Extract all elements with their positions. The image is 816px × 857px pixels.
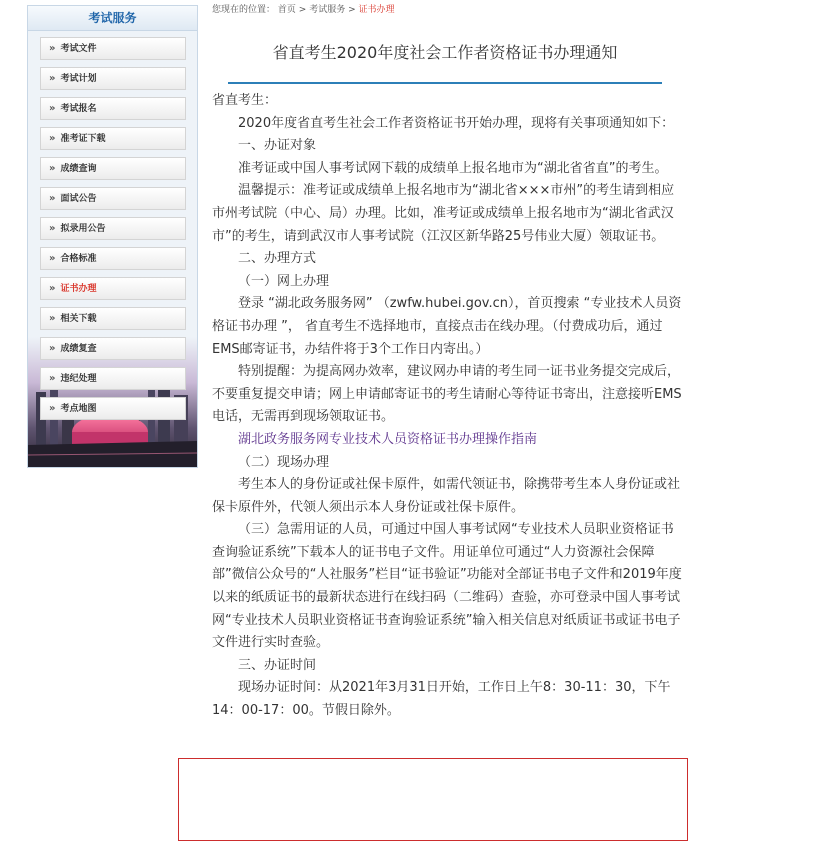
- sidebar-item[interactable]: [40, 367, 186, 390]
- double-chevron-right-icon: »: [49, 163, 56, 174]
- paragraph: （三）急需用证的人员，可通过中国人事考试网“专业技术人员职业资格证书查询验证系统”下载本人的证书电子文件。用证单位可通过“人力资源社会保障部”微信公众号的“人社服务”栏目“证书验证”功能对全部证书电子文件和2019年度以来的纸质证书的最新状态进行在线扫码（二维码）查验，亦可登录中国人事考试网“专业技术人员职业资格证书查询验证系统”输入相关信息对纸质证书或证书电子文件进行实时查验。: [212, 522, 682, 651]
- double-chevron-right-icon: »: [49, 193, 56, 204]
- sidebar-item[interactable]: [40, 247, 186, 270]
- sidebar-item-label: 考试计划: [60, 74, 97, 84]
- double-chevron-right-icon: »: [49, 403, 56, 414]
- sidebar-item[interactable]: [40, 37, 186, 60]
- breadcrumb-current: 证书办理: [358, 5, 395, 15]
- double-chevron-right-icon: »: [49, 343, 56, 354]
- double-chevron-right-icon: »: [49, 133, 56, 144]
- sidebar-item-label: 拟录用公告: [60, 224, 106, 234]
- highlight-box: [178, 758, 688, 841]
- sidebar-item[interactable]: [40, 187, 186, 210]
- paragraph: 登录 “湖北政务服务网” （zwfw.hubei.gov.cn），首页搜索 “专业技术人员资格证书办理 ”， 省直考生不选择地市，直接点击在线办理。（付费成功后，通过EMS邮寄证书，办结件将于3个工作日内寄出。）: [212, 296, 682, 357]
- intro-paragraph: 2020年度省直考生社会工作者资格证书开始办理，现将有关事项通知如下：: [238, 115, 675, 131]
- sidebar-item[interactable]: [40, 307, 186, 330]
- sidebar-item-label: 证书办理: [60, 284, 97, 294]
- section-heading: 一、办证对象: [238, 138, 317, 154]
- sidebar-item-label: 考试文件: [60, 44, 97, 54]
- breadcrumb-home[interactable]: 首页: [277, 5, 296, 15]
- paragraph: 现场办证时间：从2021年3月31日开始，工作日上午8：30-11：30，下午14：00-17：00。节假日除外。: [212, 680, 671, 719]
- paragraph: 温馨提示：准考证或成绩单上报名地市为“湖北省×××市州”的考生请到相应市州考试院（中心、局）办理。比如，准考证或成绩单上报名地市为“湖北省武汉市”的考生，请到武汉市人事考试院（江汉区新华路25号伟业大厦）领取证书。: [212, 183, 675, 244]
- sidebar-item-label: 面试公告: [60, 194, 97, 204]
- breadcrumb: [212, 2, 395, 15]
- sidebar-title: 考试服务: [28, 6, 197, 31]
- sidebar-item[interactable]: [40, 397, 186, 420]
- sidebar-item-label: 准考证下载: [60, 134, 106, 144]
- breadcrumb-section[interactable]: 考试服务: [309, 5, 346, 15]
- double-chevron-right-icon: »: [49, 73, 56, 84]
- section-heading: 二、办理方式: [238, 251, 317, 267]
- sidebar-item-label: 考试报名: [60, 104, 97, 114]
- title-divider: [228, 82, 662, 84]
- paragraph: 特别提醒：为提高网办效率，建议网办申请的考生同一证书业务提交完成后，不要重复提交申请；网上申请邮寄证书的考生请耐心等待证书寄出，注意接听EMS电话，无需再到现场领取证书。: [212, 364, 682, 425]
- paragraph: 准考证或中国人事考试网下载的成绩单上报名地市为“湖北省省直”的考生。: [238, 160, 668, 176]
- salutation: 省直考生：: [212, 93, 278, 108]
- double-chevron-right-icon: »: [49, 283, 56, 294]
- sidebar-item-label: 合格标准: [60, 254, 97, 264]
- sidebar-item[interactable]: [40, 97, 186, 120]
- sidebar-item[interactable]: [40, 127, 186, 150]
- sidebar-item-label: 相关下载: [60, 314, 97, 324]
- sidebar-item-label: 违纪处理: [60, 374, 97, 384]
- subsection-heading: （一）网上办理: [238, 273, 330, 289]
- sidebar-item-label: 成绩复查: [60, 344, 97, 354]
- subsection-heading: （二）现场办理: [238, 454, 330, 470]
- breadcrumb-separator: >: [348, 5, 356, 15]
- double-chevron-right-icon: »: [49, 223, 56, 234]
- sidebar-item[interactable]: [40, 157, 186, 180]
- double-chevron-right-icon: »: [49, 103, 56, 114]
- sidebar-item[interactable]: [40, 337, 186, 360]
- double-chevron-right-icon: »: [49, 373, 56, 384]
- section-heading: 三、办证时间: [238, 657, 317, 673]
- sidebar-item-label: 成绩查询: [60, 164, 97, 174]
- double-chevron-right-icon: »: [49, 43, 56, 54]
- double-chevron-right-icon: »: [49, 313, 56, 324]
- sidebar-item[interactable]: [40, 217, 186, 240]
- double-chevron-right-icon: »: [49, 253, 56, 264]
- sidebar: [27, 5, 198, 468]
- paragraph: 考生本人的身份证或社保卡原件，如需代领证书，除携带考生本人身份证或社保卡原件外，代领人须出示本人身份证或社保卡原件。: [212, 477, 681, 515]
- sidebar-menu: [28, 31, 197, 420]
- article-title: 省直考生2020年度社会工作者资格证书办理通知: [272, 43, 618, 62]
- sidebar-item-label: 考点地图: [60, 404, 97, 414]
- breadcrumb-prefix: 您现在的位置：: [212, 5, 276, 15]
- breadcrumb-separator: >: [298, 5, 307, 15]
- sidebar-item[interactable]: [40, 67, 186, 90]
- guide-link[interactable]: 湖北政务服务网专业技术人员资格证书办理操作指南: [238, 431, 538, 447]
- article-body: [212, 90, 684, 723]
- sidebar-item[interactable]: [40, 277, 186, 300]
